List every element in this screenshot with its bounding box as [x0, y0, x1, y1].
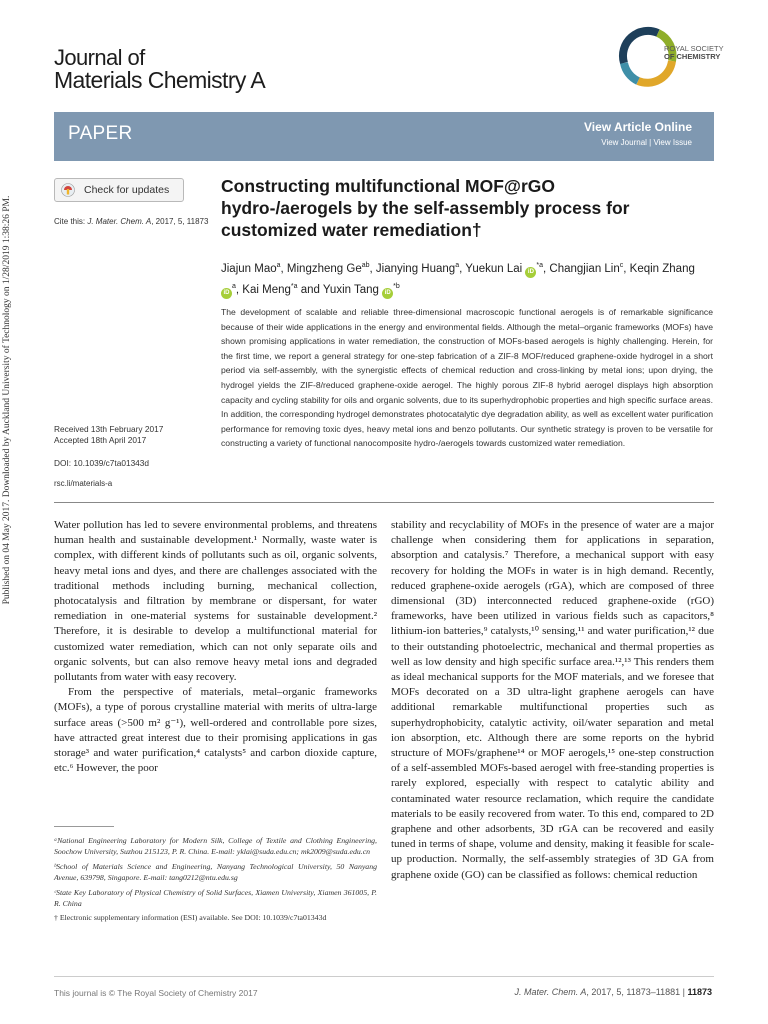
article-banner [54, 112, 714, 161]
author-name: Yuekun Lai [465, 262, 523, 275]
body-column-right [391, 518, 714, 883]
article-type: PAPER [68, 123, 133, 144]
author-list [221, 257, 701, 299]
download-stamp: Published on 04 May 2017. Downloaded by Auckland University of Technology on 1/28/2019 1:38:26 PM. [2, 195, 12, 605]
check-for-updates-label: Check for updates [84, 184, 170, 196]
banner-links: View Journal | View Issue [601, 138, 692, 147]
journal-title-line2: Materials Chemistry A [54, 67, 266, 93]
author: Keqin Zhang $iD^a$, [221, 263, 695, 296]
crossmark-icon [61, 183, 75, 197]
footer-divider [54, 976, 714, 977]
author: Jiajun Mao$^a$, [221, 262, 287, 275]
citation: Cite this: J. Mater. Chem. A, 2017, 5, 11873 [54, 217, 209, 226]
author-affiliation-mark: a [232, 282, 236, 290]
doi-link[interactable]: DOI: 10.1039/c7ta01343d [54, 458, 150, 468]
page-number: 11873 [687, 987, 712, 997]
author-name: Jiajun Mao [221, 262, 277, 275]
author: Changjian Lin$^c$, [549, 262, 630, 275]
orcid-icon[interactable]: iD [382, 288, 393, 299]
view-article-online-link[interactable]: View Article Online [583, 120, 692, 134]
author: Kai Meng$^{*a}$ and [242, 282, 323, 296]
affiliation-b: ᵇSchool of Materials Science and Engineering, Nanyang Technological University, 50 Nanyang Avenue, 639798, Singapore. E-mail: tang0212@ntu.edu.sg [54, 861, 377, 883]
author-affiliation-mark: ab [361, 262, 370, 269]
footnote-divider [54, 826, 114, 827]
received-date: Received 13th February 2017 [54, 424, 164, 434]
affiliation-a: ᵃNational Engineering Laboratory for Modern Silk, College of Textile and Clothing Engineering, Soochow University, Suzhou 215123, P. R. China. E-mail: yklai@suda.edu.cn; mk2009@suda.edu.cn [54, 836, 377, 857]
author-name: Jianying Huang [375, 262, 456, 275]
check-for-updates-button[interactable] [54, 178, 184, 202]
author: Yuekun Lai $iD^{*a}$, [465, 263, 549, 275]
orcid-icon[interactable]: iD [221, 288, 232, 299]
header-divider [54, 502, 714, 503]
author-affiliation-mark: *a [536, 262, 544, 269]
journal-short-link[interactable]: rsc.li/materials-a [54, 479, 113, 488]
journal-title-line1: Journal of [54, 45, 145, 70]
orcid-icon[interactable]: iD [525, 267, 536, 278]
accepted-date: Accepted 18th April 2017 [54, 435, 147, 445]
author: Jianying Huang$^a$, [375, 262, 466, 275]
publisher-name: ROYAL SOCIETY OF CHEMISTRY [664, 44, 724, 61]
body-paragraph: stability and recyclability of MOFs in the presence of water are a major challenge when considering them for applications in separation, absorption and catalysis.⁷ Therefore, a mechanical support with easy recovery for holding the MOFs in water is in high demand. Recently, reduced graphene-oxide aerogels (rGA), which are composed of three dimensional (3D) interconnected reduced graphene-oxide (rGO) frameworks, have been utilized in various fields such as capacitors,⁸ lithium-ion batteries,⁹ catalysts,¹⁰ sensing,¹¹ and water purification,¹² due to their outstanding photoelectric, mechanical and thermal properties as well as low density and high specific surface area.¹²,¹³ This renders them as ideal mechanical supports for the MOF materials, and we foresee that MOFs decorated on a 3D ultra-light graphene aerogels can have additional remarkable multifunctional properties such as superhydrophobicity, catalytic activity, oil/water separation and metal ion absorption, etc. Although there are some reports on the hybrid structure of MOFs/graphene¹⁴ or MOF aerogels,¹⁵ one-step construction of a self-assembled MOFs-based aerogel with free-standing properties is rarely explored, especially with respect to catalytic ability and contaminated water resource reclamation, which require the candidate materials to be easily recovered from water. To this end, compared to 2D graphene and other adsorbents, 3D rGA can be recovered and easily tuned in terms of shape, volume and density, making it feasible for scale-up production. Normally, the self-assembly strategies of 3D GA from graphene oxide (GO) can be classified as follows: chemical reduction [391, 519, 714, 881]
author [323, 284, 400, 296]
author-affiliation-mark: *a [290, 282, 298, 290]
author-affiliation-mark: c [619, 262, 624, 269]
author: Mingzheng $Ge^{ab}$, [286, 262, 376, 275]
affiliation-c: ᶜState Key Laboratory of Physical Chemistry of Solid Surfaces, Xiamen University, Xiamen 361005, P. R. China [54, 887, 377, 909]
author-affiliation-mark: *b [393, 282, 400, 290]
journal-title[interactable] [54, 46, 265, 92]
body-paragraph: From the perspective of materials, metal–organic frameworks (MOFs), a type of porous crystalline material with merits of ultra-large surface areas (>500 m² g⁻¹), well-ordered and controllable pore sizes, have attracted great interest due to their promising applications in gas storage³ and water purification,⁴ catalysts⁵ and carbon dioxide capture, etc.⁶ However, the poor [54, 686, 377, 775]
body-column-left [54, 518, 377, 776]
copyright-notice: This journal is © The Royal Society of Chemistry 2017 [54, 988, 258, 998]
author-affiliation-mark: a [455, 262, 460, 269]
author-name: Kai Meng [242, 283, 291, 296]
view-issue-link[interactable]: View Issue [653, 138, 692, 147]
author-name: Keqin Zhang [629, 262, 695, 275]
abstract: The development of scalable and reliable three-dimensional macroscopic functional aerogels is of remarkable significance because of their wide applications in the energy and environmental fields. Although the metal–organic frameworks (MOFs) have shown promising applications in water remediation, the construction of MOFs-based aerogels is highly challenging. Herein, for the first time, we report a general strategy for one-step fabrication of a ZIF-8 MOF/reduced graphene-oxide hydrogel in a short period via self-assembly, with the synergistic effects of chemical reduction and cross-linking by metal ions; upon drying, the hydrogel yields the ZIF-8/reduced graphene-oxide aerogel. The highly porous ZIF-8 hybrid aerogel displays high absorption capacity and cycling stability for oils and organic solvents, due to its superhydrophobic properties and high specific surface areas. In addition, the corresponding hydrogel demonstrates photocatalytic dye degradation ability, as well as excellent water purification performance for removing toxic dyes, heavy metal ions and benzo pollutants. Our synthetic strategy is proven to be versatile for constructing a variety of functional nanocomposite hydro-/aerogels towards customized water remediation. [221, 307, 713, 449]
body-paragraph: Water pollution has led to severe environmental problems, and threatens human health and sustainable development.¹ Normally, waste water is complex, with different kinds of pollutants such as oil, organic solvents, heavy metal ions and dyes, and there are challenges associated with the traditional methods including burning, mechanical collection, photocatalysis and filtration by membrane or dispersant, for water remediation in one-material systems for sustainable development.² Therefore, it is desirable to develop a multifunctional material for customized water remediation, which can not only separate oils and organic solvents, but can also remove heavy metal ions and degraded pollutants from water with easy recovery. [54, 519, 377, 684]
esi-note: † Electronic supplementary information (ESI) available. See DOI: 10.1039/c7ta01343d [54, 913, 327, 923]
author-affiliation-mark: a [276, 262, 281, 269]
paper-title: Constructing multifunctional MOF@rGO hydro-/aerogels by the self-assembly process for customized water remediation† [221, 176, 630, 240]
page-citation: J. Mater. Chem. A, 2017, 5, 11873–11881 | 11873 [514, 987, 712, 997]
article-dates [54, 424, 214, 446]
author-name: Mingzheng Ge [286, 262, 362, 275]
author-name: Changjian Lin [549, 262, 620, 275]
affiliations [54, 835, 377, 927]
view-journal-link[interactable]: View Journal [601, 138, 647, 147]
author-name: Yuxin Tang [322, 283, 379, 296]
